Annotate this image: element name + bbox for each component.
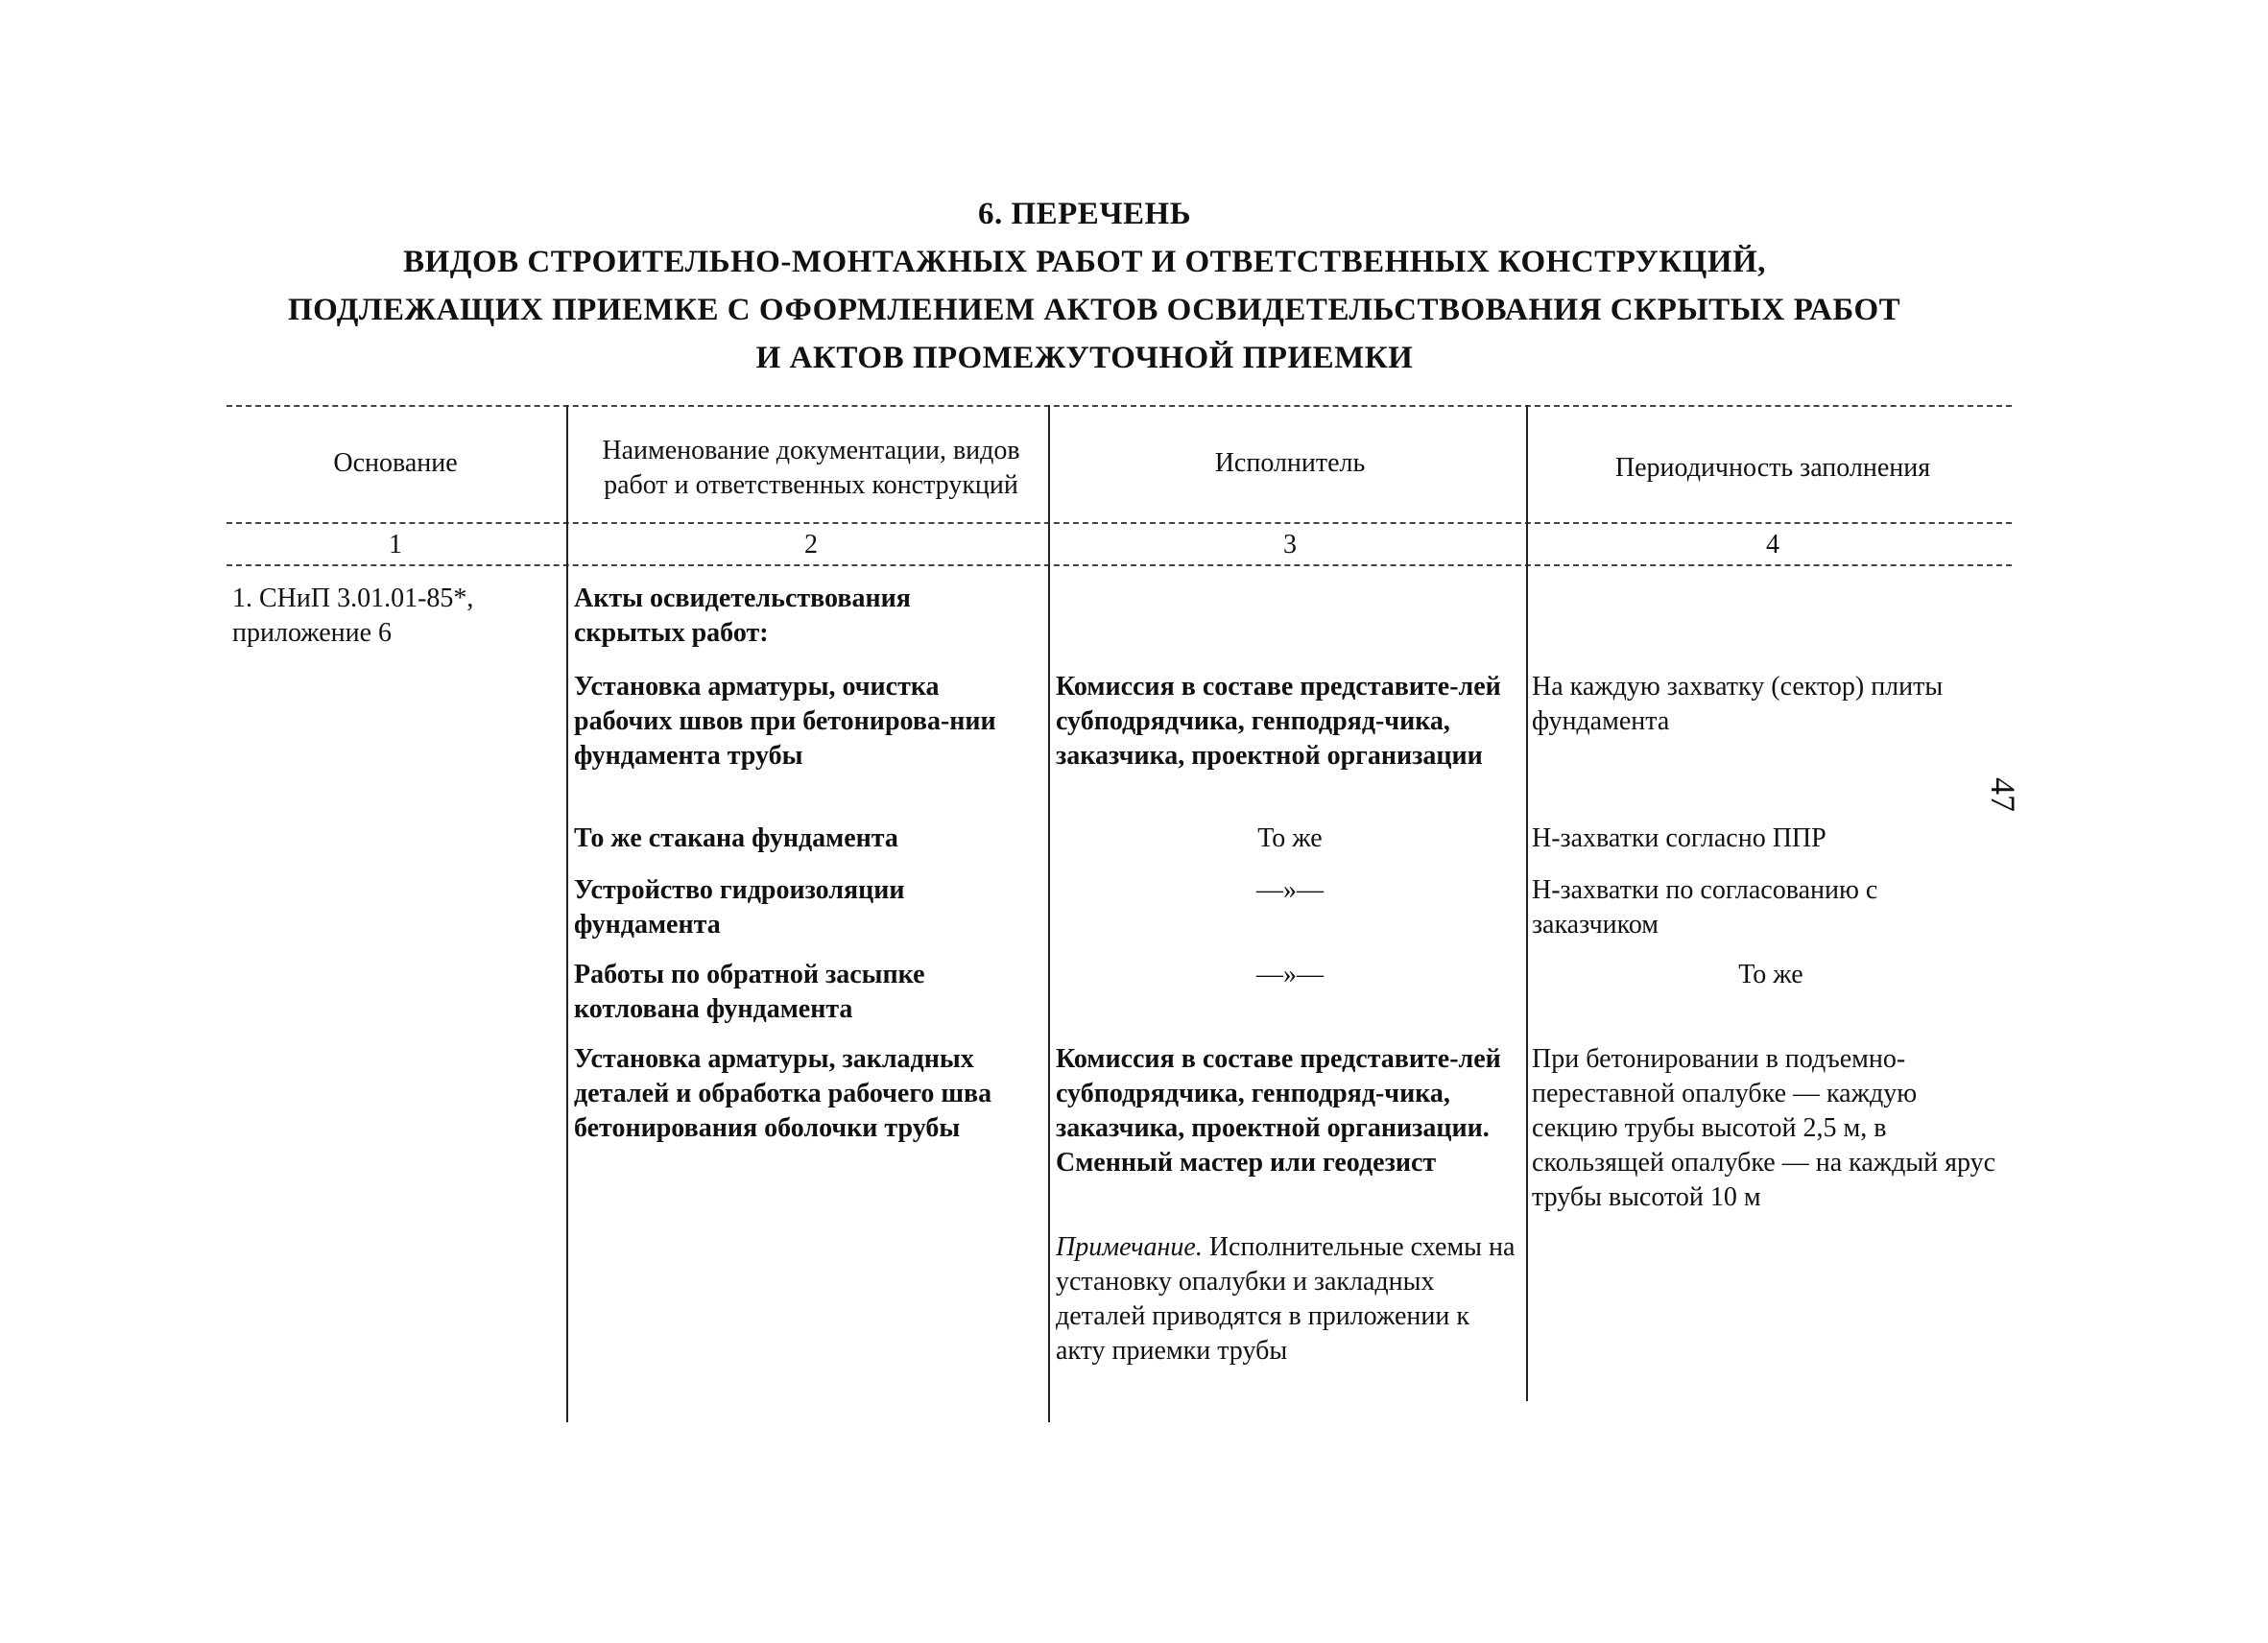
note xyxy=(1056,1230,1520,1369)
header-documentation: Наименование документации, видов работ и ответственных конструкций xyxy=(602,436,1020,500)
header-basis: Основание xyxy=(333,448,458,478)
row-4-period: То же xyxy=(1738,960,1803,989)
column-divider-1 xyxy=(566,405,568,1422)
numbers-rule xyxy=(227,564,2012,566)
group-title: Акты освидетельствования скрытых работ: xyxy=(574,583,911,648)
title-line-1: 6. ПЕРЕЧЕНЬ xyxy=(977,197,1192,231)
row-1-period: На каждую захватку (сектор) плиты фундамента xyxy=(1532,672,1944,736)
row-3-period: Н-захватки по согласованию с заказчиком xyxy=(1532,875,1878,940)
title-line-4: И АКТОВ ПРОМЕЖУТОЧНОЙ ПРИЕМКИ xyxy=(755,341,1414,375)
acts-table xyxy=(227,405,2012,1422)
row-1-work: Установка арматуры, очистка рабочих швов при бетонирова-нии фундамента трубы xyxy=(574,672,996,771)
basis-reference: 1. СНиП 3.01.01-85*, приложение 6 xyxy=(232,583,474,648)
row-2-period: Н-захватки согласно ППР xyxy=(1532,823,1826,853)
title-line-3: ПОДЛЕЖАЩИХ ПРИЕМКЕ С ОФОРМЛЕНИЕМ АКТОВ ОСВИДЕТЕЛЬСТВОВАНИЯ СКРЫТЫХ РАБОТ xyxy=(288,293,1901,327)
header-performer: Исполнитель xyxy=(1214,448,1366,478)
row-1-performer: Комиссия в составе представите-лей субподрядчика, генподряд-чика, заказчика, проектной организации xyxy=(1056,672,1501,771)
column-divider-3 xyxy=(1526,405,1528,1401)
row-3-performer: —»— xyxy=(1256,875,1324,905)
row-4-performer: —»— xyxy=(1256,960,1324,989)
column-number-2: 2 xyxy=(804,530,818,560)
row-5-performer: Комиссия в составе представите-лей субподрядчика, генподряд-чика, заказчика, проектной организации. Сменный мастер или геодезист xyxy=(1056,1044,1501,1178)
document-title xyxy=(288,190,1901,382)
title-line-2: ВИДОВ СТРОИТЕЛЬНО-МОНТАЖНЫХ РАБОТ И ОТВЕТСТВЕННЫХ КОНСТРУКЦИЙ, xyxy=(403,245,1766,279)
page-number: 47 xyxy=(1984,777,2022,812)
row-2-performer: То же xyxy=(1257,823,1323,853)
header-periodicity: Периодичность заполнения xyxy=(1614,453,1931,483)
note-label: Примечание. xyxy=(1056,1232,1203,1262)
row-4-work: Работы по обратной засыпке котлована фундамента xyxy=(574,960,925,1024)
column-divider-2 xyxy=(1048,405,1050,1422)
row-2-work: То же стакана фундамента xyxy=(574,823,898,853)
row-5-work: Установка арматуры, закладных деталей и обработка рабочего шва бетонирования оболочки трубы xyxy=(574,1044,992,1143)
header-rule xyxy=(227,522,2012,524)
row-3-work: Устройство гидроизоляции фундамента xyxy=(574,875,905,940)
column-number-3: 3 xyxy=(1283,530,1297,560)
column-number-4: 4 xyxy=(1766,530,1779,560)
note-text: Исполнительные схемы на установку опалубки и закладных деталей приводятся в приложении к акту приемки трубы xyxy=(1056,1232,1516,1366)
row-5-period: При бетонировании в подъемно-переставной опалубке — каждую секцию трубы высотой 2,5 м, в скользящей опалубке — на каждый ярус трубы высотой 10 м xyxy=(1532,1044,1996,1212)
column-number-1: 1 xyxy=(389,530,402,560)
